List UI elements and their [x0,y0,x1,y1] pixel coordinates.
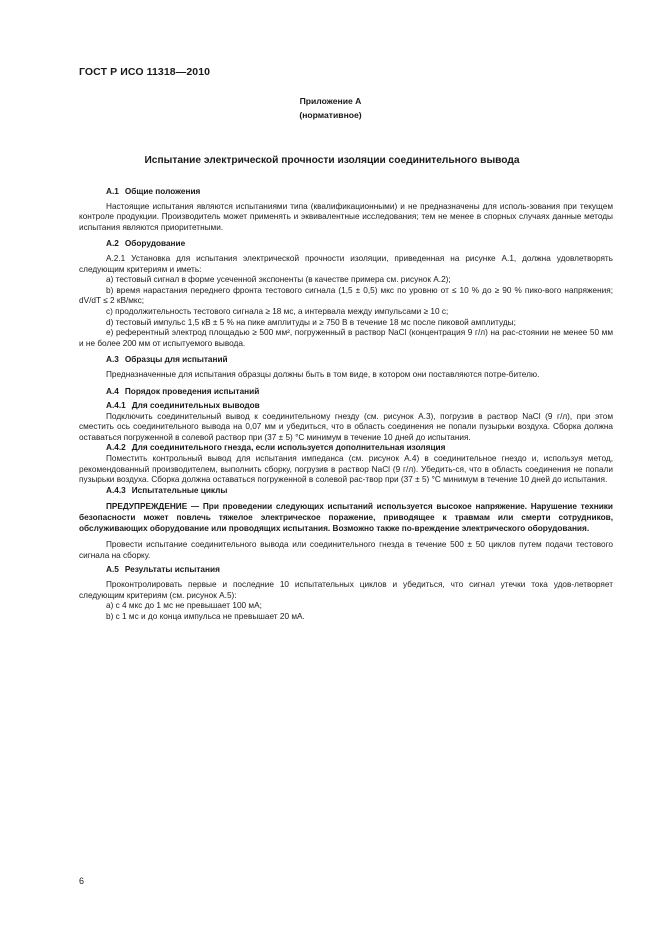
document-body [79,187,613,622]
annex-title: Приложение А [299,96,362,106]
paragraph: Предназначенные для испытания образцы должны быть в том виде, в котором они поставляются потре-бителю. [106,369,540,379]
warning-paragraph: ПРЕДУПРЕЖДЕНИЕ — При проведении следующих испытаний используется высокое напряжение. Нарушение техники безопасности может повлечь тяжелое электрическое поражение, приводящее к травмам или смерти сотрудников, обслуживающих оборудование или проводящих испытания. Возможно также по-вреждение электрического оборудования. [79,502,613,533]
section-heading-a4: А.4 Порядок проведения испытаний [106,386,260,396]
main-title: Испытание электрической прочности изоляции соединительного вывода [144,155,520,166]
paragraph: Проконтролировать первые и последние 10 испытательных циклов и убедиться, что сигнал утечки тока удов-летворяет следующим критериям (см. рисунок А.5): [79,580,613,600]
list-item: а) тестовый сигнал в форме усеченной экспоненты (в качестве примера см. рисунок А.2); [106,275,451,285]
page-number: 6 [79,876,85,886]
subsection-heading-a4-3: А.4.3 Испытательные циклы [106,485,228,495]
subsection-heading-a4-1: А.4.1 Для соединительных выводов [106,401,260,411]
section-heading-a2: А.2 Оборудование [106,239,186,249]
annex-kind: (нормативное) [299,110,362,120]
paragraph: Настоящие испытания являются испытаниями типа (квалификационными) и не предназначены для исполь-зования при текущем контроле продукции. Производитель может применять и эквивалентные исследования; тем не менее в спорных случаях данные методы испытания являются приоритетными. [79,201,613,232]
paragraph: Провести испытание соединительного вывода или соединительного гнезда в течение 500 ± 50 циклов путем подачи тестового сигнала на сборку. [79,540,613,560]
paragraph: А.2.1 Установка для испытания электрической прочности изоляции, приведенная на рисунке А.1, должна удовлетворять следующим критериям и иметь: [79,253,613,274]
list-item: е) референтный электрод площадью ≥ 500 мм², погруженный в раствор NaCl (концентрация 9 г/л) на рас-стоянии не менее 50 мм и не более 200 мм от испытуемого вывода. [79,328,613,348]
list-item: а) с 4 мкс до 1 мс не превышает 100 мА; [106,601,262,611]
paragraph: Поместить контрольный вывод для испытания импеданса (см. рисунок А.4) в соединительное гнездо и, используя метод, рекомендованный производителем, выполнить сборку, погрузив в раствор NaCl (9 г/л). Убедить-ся, что в область соединения не попали пузырьки воздуха. Сборка должна оставаться погруженной в солевой рас-твор при (37 ± 5) °С минимум в течение 10 дней до испытания. [79,454,613,485]
document-id: ГОСТ Р ИСО 11318—2010 [79,66,211,78]
section-heading-a1: А.1 Общие положения [106,187,201,196]
list-item: b) с 1 мс и до конца импульса не превышает 20 мА. [106,611,305,621]
paragraph: Подключить соединительный вывод к соединительному гнезду (см. рисунок А.3), погрузив в раствор NaCl (9 г/л), при этом сместить ось соединительного вывода на 0,07 мм и убедиться, что в область соединения не попали пузырьки воздуха. Сборка должна оставаться погруженной в солевой раствор при (37 ± 5) °С минимум в течение 10 дней до испытания. [79,411,613,442]
section-heading-a5: А.5 Результаты испытания [106,565,220,575]
list-item: c) продолжительность тестового сигнала ≥ 18 мс, а интервала между импульсами ≥ 10 с; [106,306,449,316]
subsection-heading-a4-2: А.4.2 Для соединительного гнезда, если используется дополнительная изоляция [106,443,446,453]
list-item: b) время нарастания переднего фронта тестового сигнала (1,5 ± 0,5) мкс по уровню от ≤ 10 % до ≥ 90 % пико-вого напряжения; dV/dT ≤ 2 кВ/мкс; [79,285,613,306]
list-item: d) тестовый импульс 1,5 кВ ± 5 % на пике амплитуды и ≥ 750 В в течение 18 мс после пиковой амплитуды; [106,317,516,327]
section-heading-a3: А.3 Образцы для испытаний [106,355,228,365]
